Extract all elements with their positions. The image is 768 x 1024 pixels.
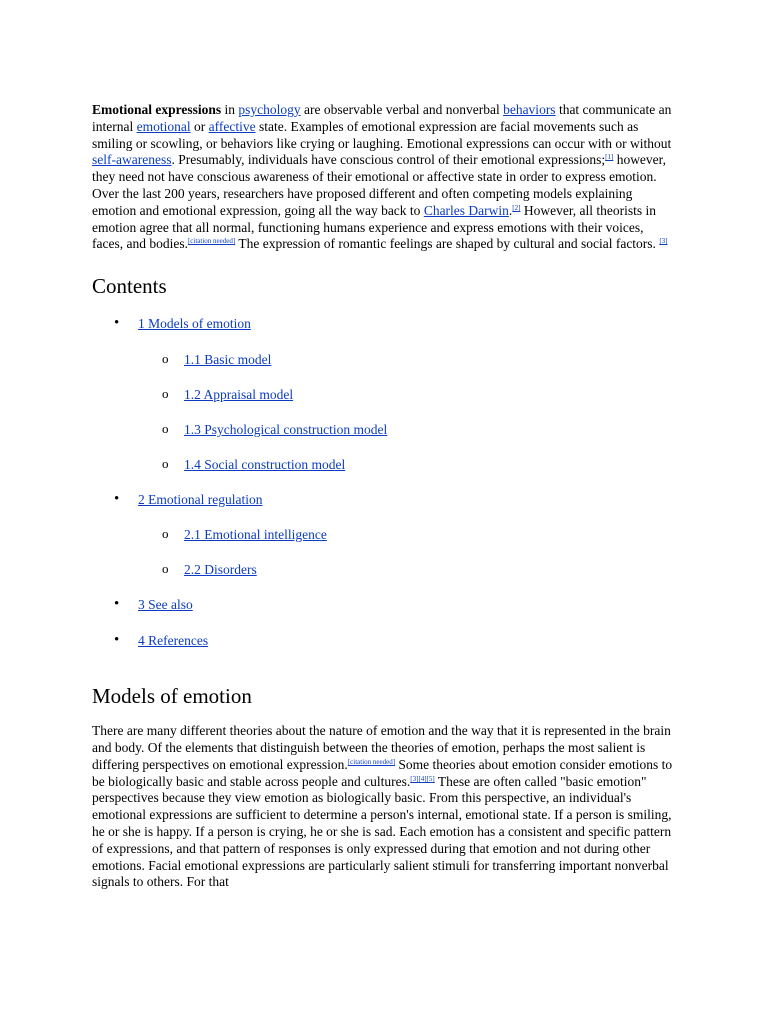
footnote-refs-3-4-5[interactable]: [3][4][5]: [410, 774, 435, 783]
citation-needed-2[interactable]: [citation needed]: [347, 757, 396, 766]
models-text-1: There are many different theories about the nature of emotion and the way that it is represented in the brain and body. Of the elements that distinguish between the theories of emotion, perhaps the most salient is differing perspectives on emotional expression.: [92, 723, 671, 772]
para2-text-4: The expression of romantic feelings are shaped by cultural and social factors.: [235, 236, 660, 252]
toc-item: [92, 491, 676, 527]
toc-item: [92, 632, 676, 668]
table-of-contents: [92, 315, 676, 667]
para2-text-1: Over the last 200 years, researchers have proposed different and often competing models explaining emotion and emotional expression, going all the way back to: [92, 185, 633, 218]
article-body: [92, 102, 676, 891]
toc-item: [92, 526, 676, 561]
para2-text-3: However, all theorists in emotion agree that all normal, functioning humans experience and express emotions with their voices, faces, and bodies.: [92, 202, 657, 252]
intro-text-4: or: [190, 118, 209, 134]
intro-paragraph: [92, 102, 676, 186]
models-text-3: These are often called "basic emotion" perspectives because they view emotion as biologically basic. From this perspective, an individual's emotional expressions are sufficient to determine a person's internal, emotional state. If a person is smiling, he or she is happy. If a person is crying, he or she is sad. Each emotion has a consistent and specific pattern of expressions, and that pattern of responses is only expressed during that emotion and not during other emotions. Facial emotional expressions are particularly salient stimuli for transferring important nonverbal signals to others. For that: [92, 773, 672, 890]
models-of-emotion-heading: Models of emotion: [92, 684, 252, 709]
toc-item: [92, 386, 676, 421]
toc-link-see-also[interactable]: 3 See also: [138, 597, 193, 613]
toc-link-social-construction-model[interactable]: 1.4 Social construction model: [184, 456, 346, 472]
toc-item: [92, 561, 676, 596]
toc-link-emotional-intelligence[interactable]: 2.1 Emotional intelligence: [184, 527, 327, 543]
para2-text-2: .: [508, 202, 513, 218]
toc-item: [92, 596, 676, 632]
toc-item: [92, 421, 676, 456]
citation-needed-1[interactable]: [citation needed]: [187, 237, 236, 246]
contents-heading: Contents: [92, 274, 167, 299]
models-text-2: Some theories about emotion consider emotions to be biologically basic and stable across people and cultures.: [92, 756, 673, 789]
toc-link-psychological-construction-model[interactable]: 1.3 Psychological construction model: [184, 421, 388, 437]
footnote-ref-1[interactable]: [1]: [605, 153, 614, 162]
toc-link-references[interactable]: 4 References: [138, 632, 209, 648]
intro-text-3: that communicate an internal: [92, 102, 672, 134]
history-paragraph: [92, 186, 676, 253]
link-self-awareness[interactable]: self-awareness: [92, 152, 172, 168]
toc-link-basic-model[interactable]: 1.1 Basic model: [184, 351, 272, 367]
toc-link-appraisal-model[interactable]: 1.2 Appraisal model: [184, 386, 294, 402]
link-emotional[interactable]: emotional: [136, 118, 191, 134]
toc-item: [92, 315, 676, 351]
footnote-ref-3[interactable]: [3]: [659, 237, 668, 246]
link-psychology[interactable]: psychology: [238, 102, 301, 117]
intro-text-1: in: [221, 102, 239, 117]
toc-link-models-of-emotion[interactable]: 1 Models of emotion: [138, 316, 251, 332]
toc-link-emotional-regulation[interactable]: 2 Emotional regulation: [138, 491, 263, 507]
link-affective[interactable]: affective: [208, 118, 256, 134]
intro-text-6: . Presumably, individuals have conscious control of their emotional expressions;: [171, 152, 606, 168]
intro-text-7: however, they need not have conscious awareness of their emotional or affective state in order to express emotion.: [92, 152, 667, 185]
intro-text-5: state. Examples of emotional expression are facial movements such as smiling or scowling, or behaviors like crying or laughing. Emotional expressions can occur with or without: [92, 118, 672, 151]
intro-text-2: are observable verbal and nonverbal: [300, 102, 504, 117]
footnote-ref-2[interactable]: [2]: [512, 203, 521, 212]
toc-item: [92, 351, 676, 386]
toc-item: [92, 456, 676, 491]
intro-bold-term: Emotional expressions: [92, 102, 222, 117]
models-paragraph: [92, 723, 676, 891]
link-behaviors[interactable]: behaviors: [503, 102, 556, 117]
toc-link-disorders[interactable]: 2.2 Disorders: [184, 562, 257, 578]
link-charles-darwin[interactable]: Charles Darwin: [423, 202, 509, 218]
